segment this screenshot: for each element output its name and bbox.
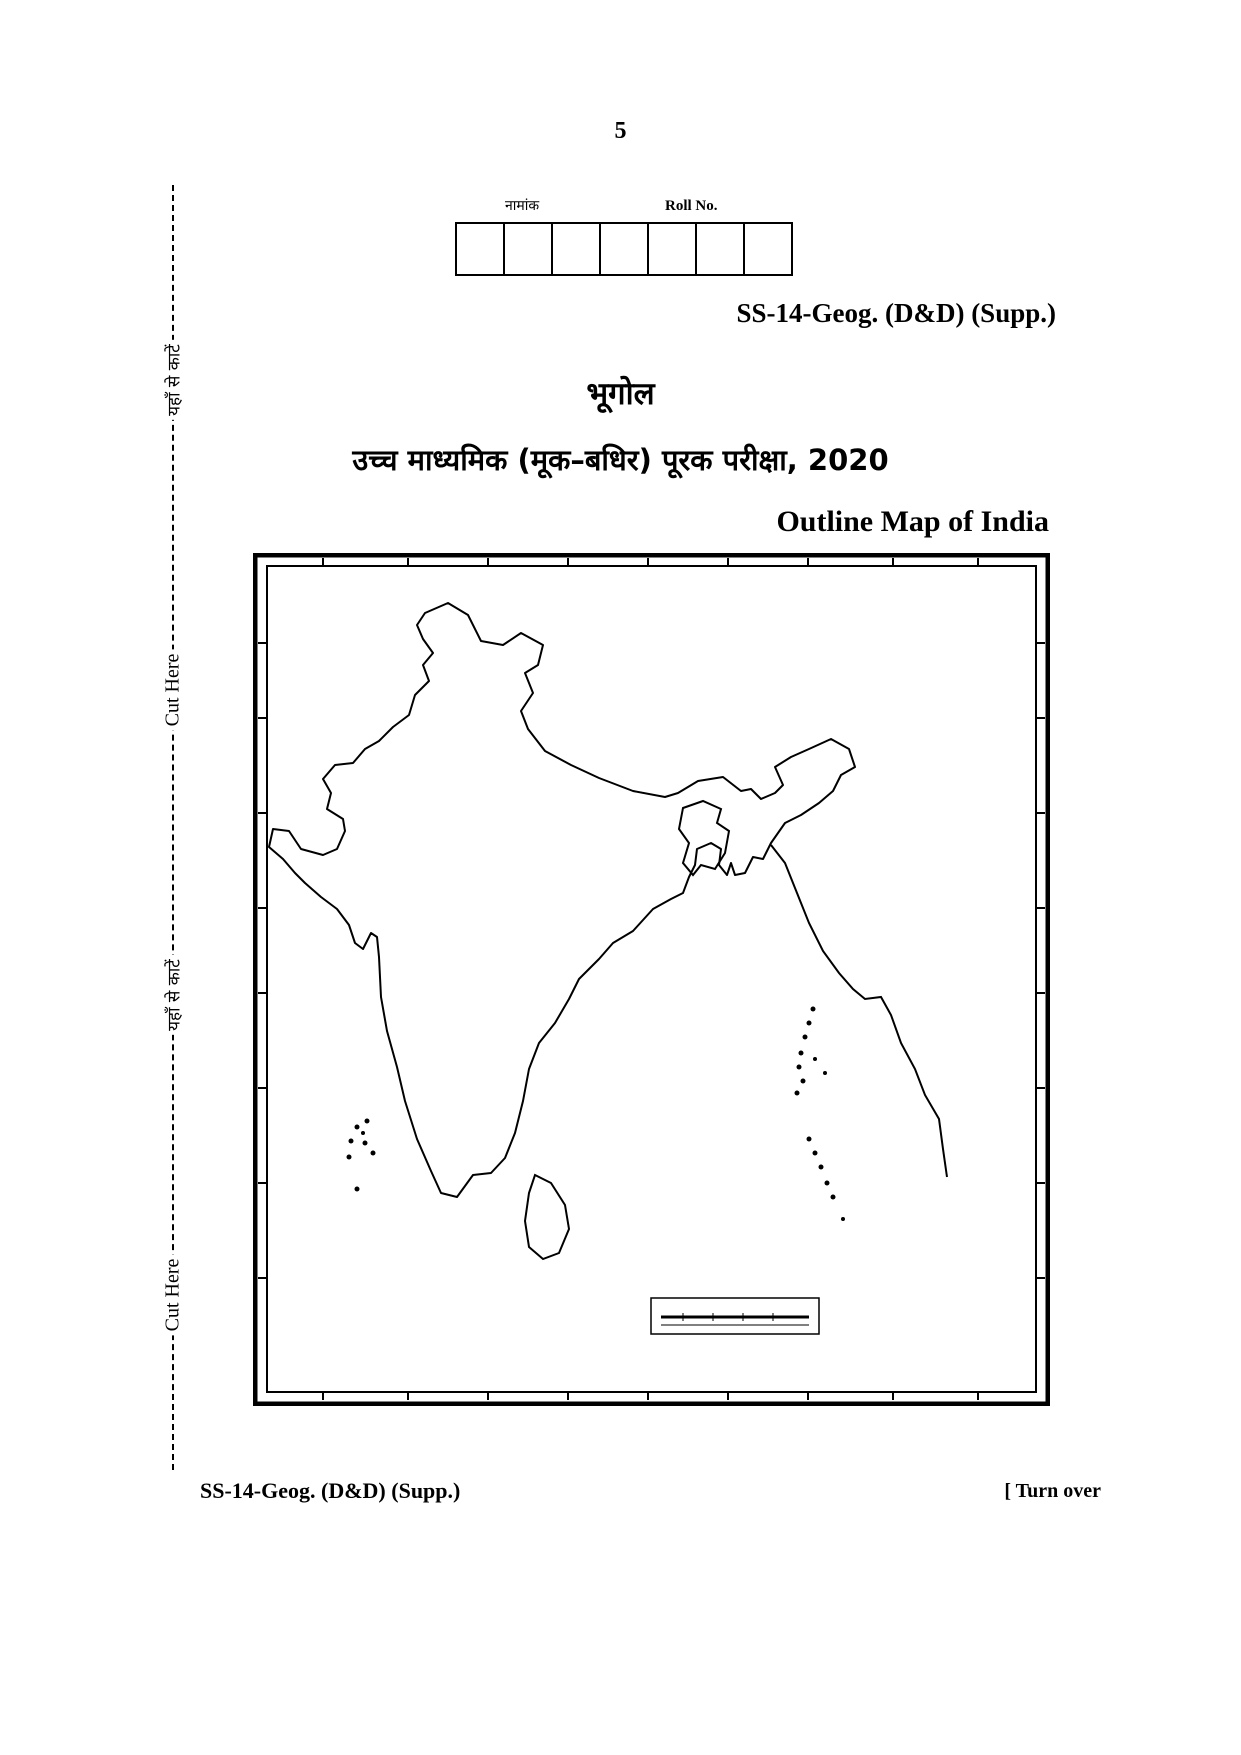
turn-over-note: [ Turn over <box>1004 1480 1101 1502</box>
map-inner-border <box>267 566 1036 1392</box>
roll-number-boxes[interactable] <box>455 222 793 276</box>
myanmar-coast-outline <box>771 845 947 1177</box>
map-outer-border <box>255 555 1048 1404</box>
roll-label-hindi: नामांक <box>505 198 540 214</box>
lakshadweep-islands <box>347 1119 376 1192</box>
footer-paper-code: SS-14-Geog. (D&D) (Supp.) <box>200 1478 461 1503</box>
roll-digit-box[interactable] <box>457 224 505 274</box>
roll-label: Roll No. <box>665 198 718 214</box>
cut-here-label-top: Cut Here <box>156 650 191 731</box>
roll-digit-box[interactable] <box>697 224 745 274</box>
india-mainland-outline <box>269 603 855 1197</box>
map-scale-bar <box>651 1298 819 1334</box>
cut-here-hindi-label-bottom: यहाँ से काटें <box>156 955 191 1035</box>
bangladesh-outline <box>679 801 729 875</box>
paper-code: SS-14-Geog. (D&D) (Supp.) <box>736 298 1056 328</box>
andaman-nicobar-islands <box>795 1007 846 1222</box>
graticule-ticks <box>258 558 1045 1400</box>
india-outline-map <box>253 553 1050 1406</box>
exam-title: उच्च माध्यमिक (मूक–बधिर) पूरक परीक्षा, 2020 <box>352 443 889 477</box>
sri-lanka-outline <box>525 1175 569 1259</box>
roll-digit-box[interactable] <box>505 224 553 274</box>
roll-digit-box[interactable] <box>649 224 697 274</box>
subject-title: भूगोल <box>586 376 655 412</box>
roll-digit-box[interactable] <box>745 224 791 274</box>
cut-here-hindi-label-top: यहाँ से काटें <box>156 340 191 420</box>
page-number: 5 <box>614 118 627 144</box>
roll-digit-box[interactable] <box>553 224 601 274</box>
map-title: Outline Map of India <box>776 505 1049 538</box>
cut-here-label-bottom: Cut Here <box>156 1255 191 1336</box>
roll-digit-box[interactable] <box>601 224 649 274</box>
